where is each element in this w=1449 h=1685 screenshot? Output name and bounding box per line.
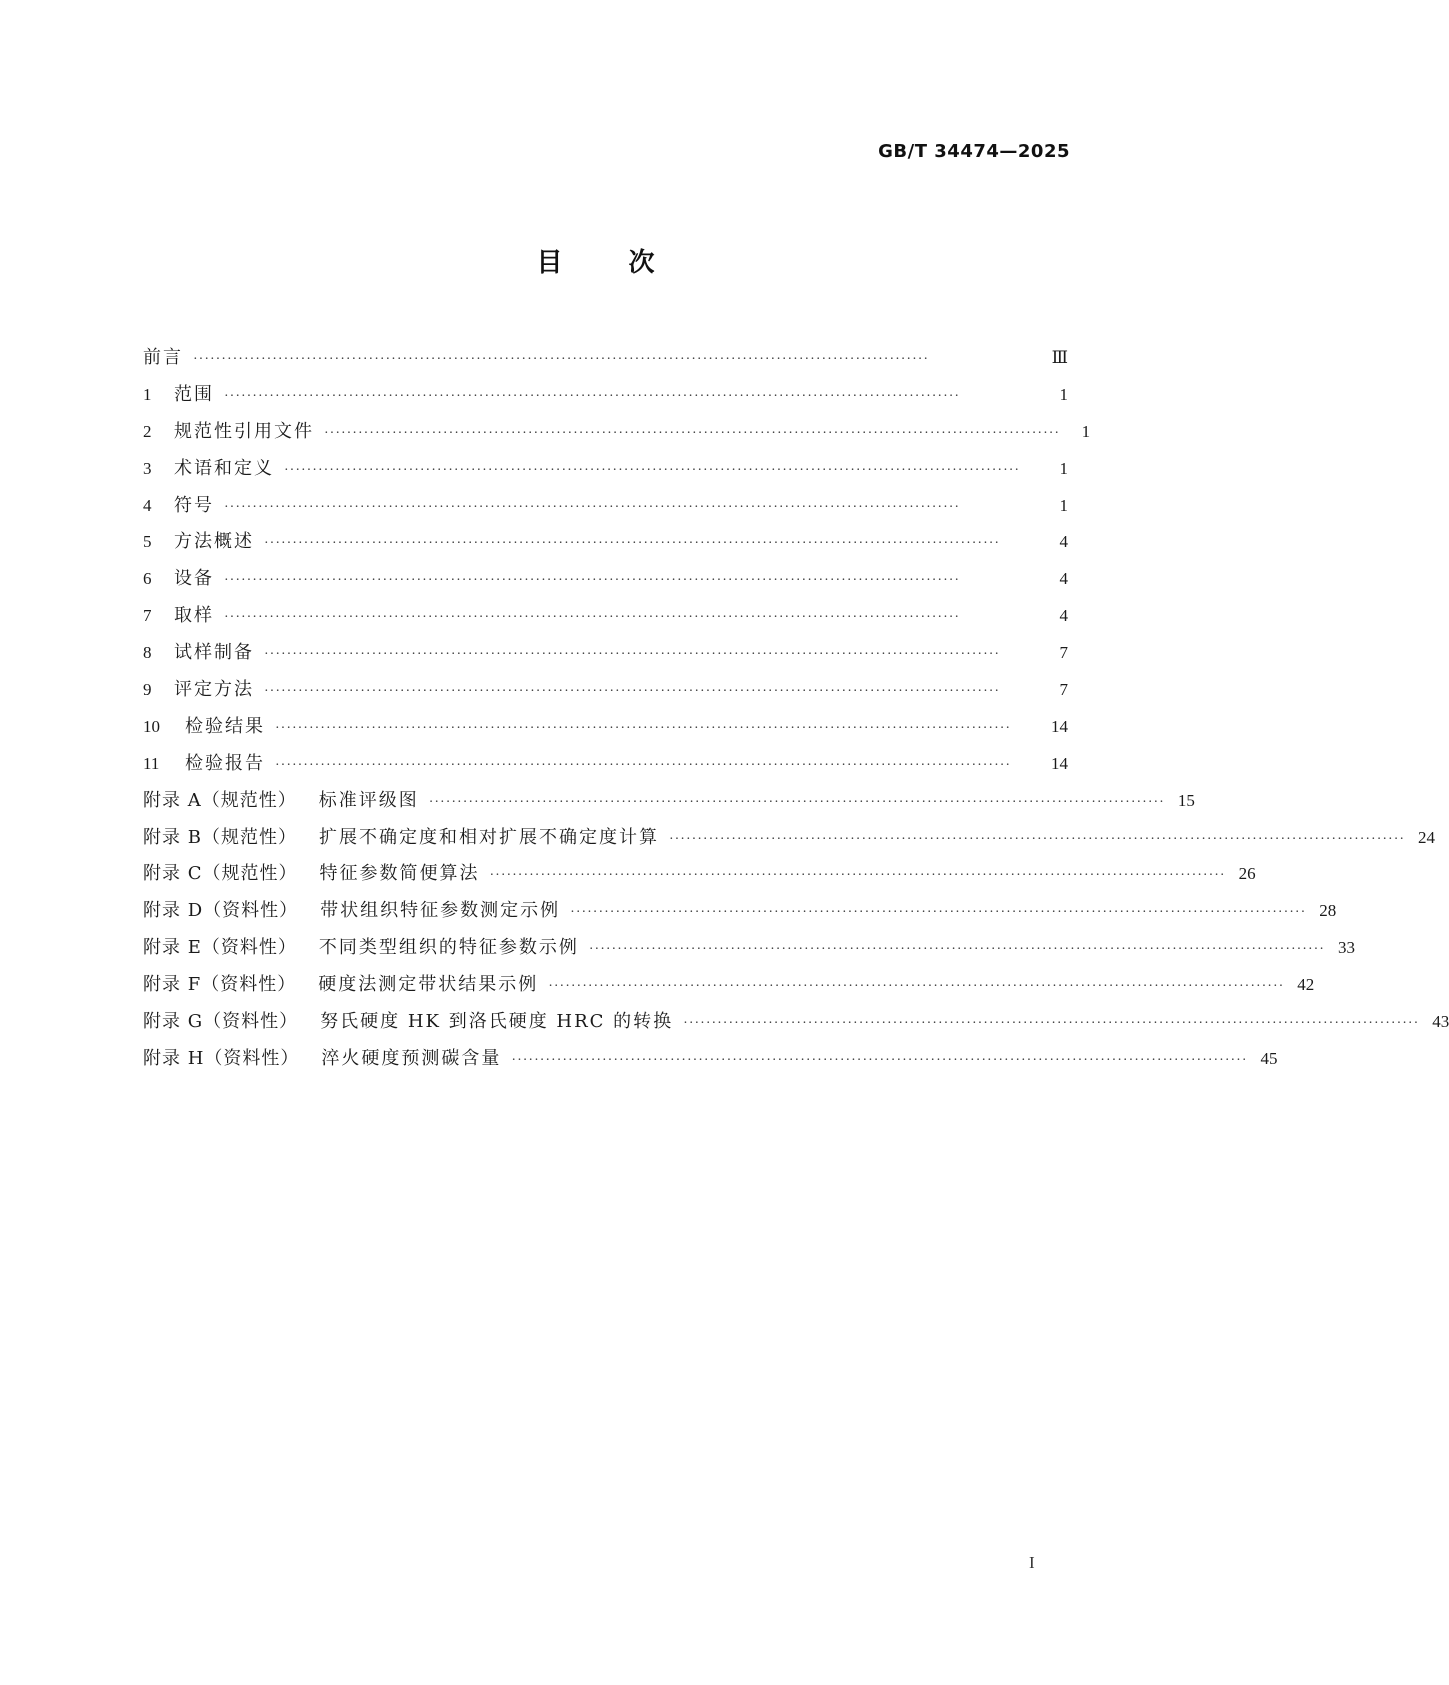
toc-entry-annex[interactable] xyxy=(143,820,1436,857)
toc-entry-label: 评定方法 xyxy=(174,679,254,701)
toc-entry-label: 淬火硬度预测碳含量 xyxy=(321,1047,502,1069)
dot-leader: ·································································································································· xyxy=(275,757,1012,773)
toc-entry-page: 43 xyxy=(1432,1012,1449,1032)
toc-entry-label: 符号 xyxy=(174,494,214,516)
toc-entry-label: 不同类型组织的特征参数示例 xyxy=(318,937,579,959)
toc-entry-page: 15 xyxy=(1177,790,1195,810)
toc-entry-label: 设备 xyxy=(174,568,214,590)
dot-leader: ·································································································································· xyxy=(224,499,961,515)
dot-leader: ·································································································································· xyxy=(324,425,1061,441)
dot-leader: ·································································································································· xyxy=(275,720,1012,736)
toc-entry-number: 5 xyxy=(143,532,152,552)
toc-entry-page: 7 xyxy=(1059,680,1068,700)
toc-entry-page: 4 xyxy=(1059,532,1068,552)
toc-entry-number: 3 xyxy=(143,458,152,478)
toc-entry-page: 4 xyxy=(1059,569,1068,589)
annex-heading: 附录 D（资料性） xyxy=(143,900,299,922)
annex-heading: 附录 A（规范性） xyxy=(143,789,297,811)
toc-title: 目次 xyxy=(536,248,721,278)
toc-entry-number: 7 xyxy=(143,606,152,626)
toc-entry-page: 26 xyxy=(1238,864,1256,884)
annex-heading: 附录 F（资料性） xyxy=(143,974,297,996)
toc-entry-annex[interactable] xyxy=(143,856,1256,893)
toc-entry-clause[interactable] xyxy=(143,488,1068,525)
dot-leader: ·································································································································· xyxy=(428,794,1165,810)
dot-leader: ·································································································································· xyxy=(224,610,961,626)
toc-entry-page: 14 xyxy=(1051,753,1068,773)
toc-entry-clause[interactable] xyxy=(143,524,1068,561)
page-number: I xyxy=(1029,1553,1035,1572)
toc-entry-label: 硬度法测定带状结果示例 xyxy=(318,974,539,996)
toc-entry-annex[interactable] xyxy=(143,930,1355,967)
toc-entry-label: 取样 xyxy=(174,605,214,627)
toc-entry-label: 努氏硬度 HK 到洛氏硬度 HRC 的转换 xyxy=(320,1011,674,1033)
toc-entry-page: 45 xyxy=(1260,1048,1278,1068)
toc-entry-clause[interactable] xyxy=(143,746,1068,783)
toc-entry-annex[interactable] xyxy=(143,1041,1278,1078)
annex-heading: 附录 H（资料性） xyxy=(143,1047,300,1069)
toc-entry-page: 1 xyxy=(1081,421,1091,441)
toc-entry-number: 6 xyxy=(143,569,152,589)
dot-leader: ·································································································································· xyxy=(683,1016,1420,1032)
toc-entry-label: 扩展不确定度和相对扩展不确定度计算 xyxy=(318,826,659,848)
toc-entry-number: 11 xyxy=(143,753,160,773)
toc-entry-page: 24 xyxy=(1418,827,1436,847)
toc-entry-label: 标准评级图 xyxy=(318,789,419,811)
toc-entry-label: 检验报告 xyxy=(185,752,265,774)
toc-entry-number: 1 xyxy=(143,384,152,404)
toc-entry-page: Ⅲ xyxy=(1051,348,1068,367)
dot-leader: ·································································································································· xyxy=(224,388,961,404)
dot-leader: ·································································································································· xyxy=(264,536,1001,552)
dot-leader: ·································································································································· xyxy=(264,647,1001,663)
toc-entry-annex[interactable] xyxy=(143,967,1315,1004)
standard-code: GB/T 34474—2025 xyxy=(878,141,1070,162)
dot-leader: ·································································································································· xyxy=(489,868,1226,884)
toc-entry-clause[interactable] xyxy=(143,561,1068,598)
toc-entry-clause[interactable] xyxy=(143,635,1068,672)
toc-entry-number: 8 xyxy=(143,643,152,663)
toc-entry-label: 规范性引用文件 xyxy=(174,420,314,442)
toc-entry-label: 试样制备 xyxy=(174,642,254,664)
toc-entry-number: 2 xyxy=(143,421,152,441)
toc-entry-label: 范围 xyxy=(174,383,214,405)
toc-entry-label: 方法概述 xyxy=(174,531,254,553)
toc-entry-page: 14 xyxy=(1051,716,1068,736)
toc-entry-page: 42 xyxy=(1297,975,1315,995)
toc-entry-clause[interactable] xyxy=(143,709,1068,746)
annex-heading: 附录 B（规范性） xyxy=(143,826,297,848)
dot-leader: ·································································································································· xyxy=(548,979,1285,995)
dot-leader: ·································································································································· xyxy=(193,352,930,367)
dot-leader: ·································································································································· xyxy=(264,684,1001,700)
toc-entry-clause[interactable] xyxy=(143,377,1068,414)
toc-entry-number: 9 xyxy=(143,680,152,700)
toc-entry-page: 4 xyxy=(1059,606,1068,626)
toc-entry-annex[interactable] xyxy=(143,893,1337,930)
toc-entry-clause[interactable] xyxy=(143,451,1068,488)
toc-entry-foreword[interactable] xyxy=(143,340,1068,377)
dot-leader: ·································································································································· xyxy=(284,462,1021,478)
dot-leader: ·································································································································· xyxy=(224,573,961,589)
toc-entry-clause[interactable] xyxy=(143,414,1091,451)
toc-entry-page: 1 xyxy=(1059,384,1068,404)
toc-entry-page: 33 xyxy=(1337,938,1355,958)
annex-heading: 附录 E（资料性） xyxy=(143,937,297,959)
toc-entry-number: 4 xyxy=(143,495,152,515)
toc-entry-label: 特征参数简便算法 xyxy=(319,863,480,885)
toc-entry-clause[interactable] xyxy=(143,598,1068,635)
table-of-contents xyxy=(143,340,1449,1078)
toc-entry-page: 1 xyxy=(1059,495,1068,515)
dot-leader: ·································································································································· xyxy=(668,831,1406,847)
toc-entry-page: 28 xyxy=(1319,901,1337,921)
dot-leader: ·································································································································· xyxy=(570,905,1307,921)
toc-entry-label: 带状组织特征参数测定示例 xyxy=(320,900,561,922)
toc-entry-page: 1 xyxy=(1059,458,1068,478)
toc-entry-label: 检验结果 xyxy=(185,715,265,737)
dot-leader: ·································································································································· xyxy=(511,1052,1248,1068)
toc-entry-page: 7 xyxy=(1059,643,1068,663)
annex-heading: 附录 G（资料性） xyxy=(143,1011,299,1033)
toc-entry-label: 前言 xyxy=(143,347,183,368)
annex-heading: 附录 C（规范性） xyxy=(143,863,298,885)
toc-entry-label: 术语和定义 xyxy=(174,457,274,479)
toc-entry-clause[interactable] xyxy=(143,672,1068,709)
toc-entry-annex[interactable] xyxy=(143,1004,1449,1041)
toc-entry-number: 10 xyxy=(143,716,160,736)
toc-entry-annex[interactable] xyxy=(143,783,1195,820)
dot-leader: ·································································································································· xyxy=(588,942,1325,958)
